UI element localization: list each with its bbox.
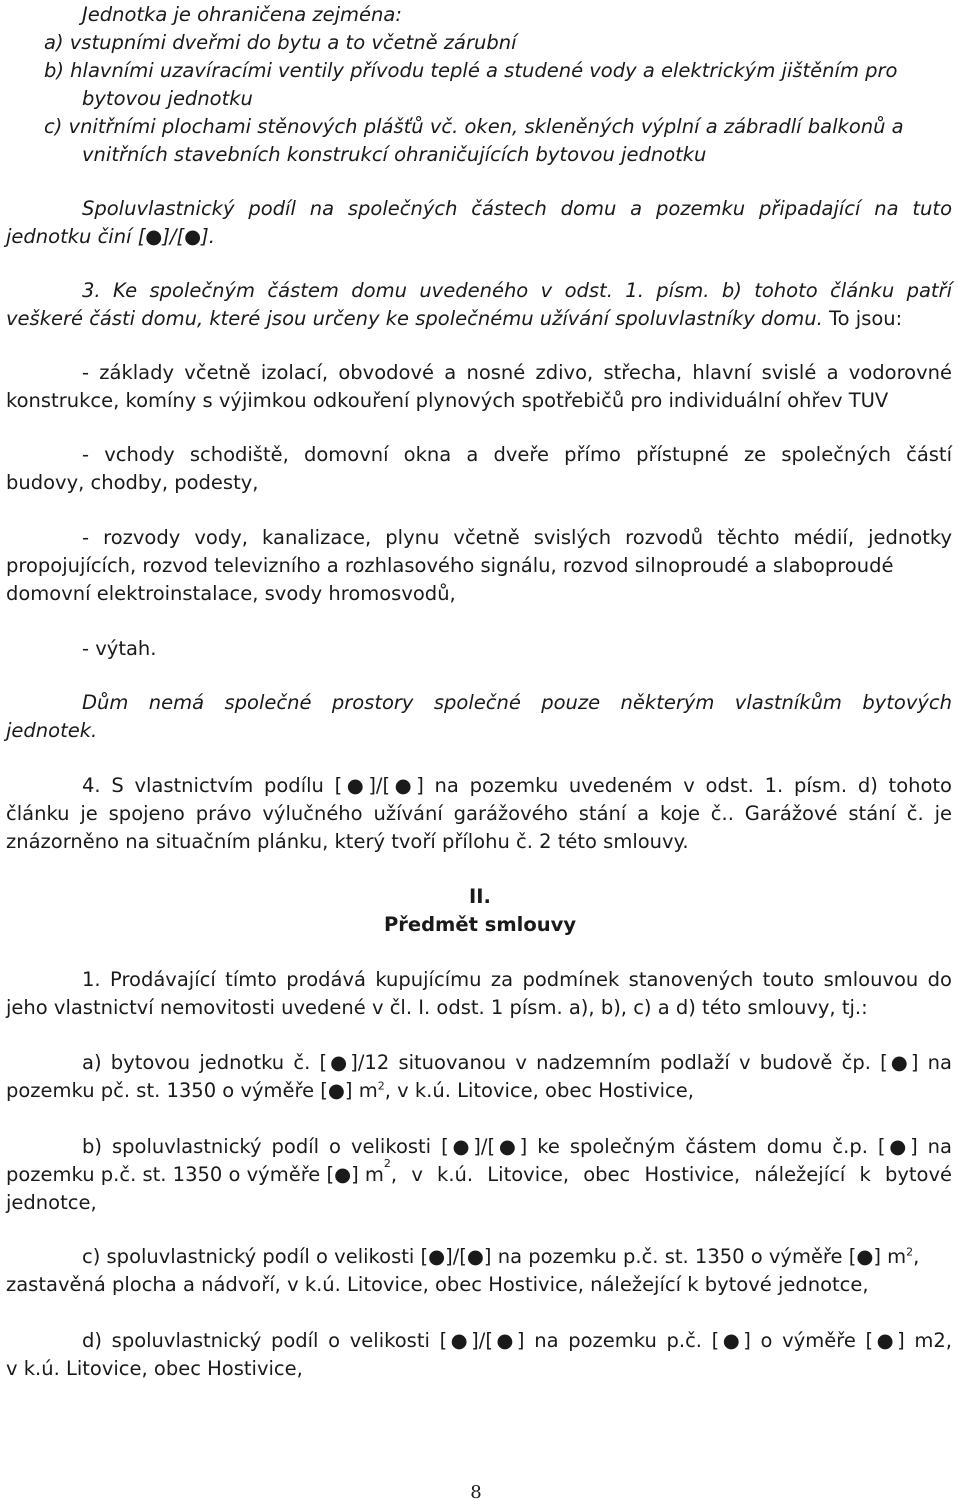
common-parts-item4: - výtah. — [82, 637, 157, 660]
share-line2: jednotku činí [●]/[●]. — [6, 225, 215, 248]
section3-line2 — [6, 306, 902, 332]
item-a-line1: a) bytovou jednotku č. [●]/12 situovanou v nadzemním podlaží v budově čp. [●] na — [82, 1051, 952, 1074]
section4-line1: 4. S vlastnictvím podílu [●]/[●] na pozemku uvedeném v odst. 1. písm. d) tohoto — [82, 774, 952, 797]
common-parts-item1-line2: konstrukce, komíny s výjimkou odkouření plynových spotřebičů pro individuální ohřev TUV — [6, 389, 889, 412]
item-b-superscript: 2 — [383, 1157, 391, 1170]
list-item-a: a) vstupními dveřmi do bytu a to včetně zárubní — [44, 31, 517, 54]
common-parts-item3-line1: - rozvody vody, kanalizace, plynu včetně svislých rozvodů těchto médií, jednotky — [82, 526, 952, 549]
article-p1-line2: jeho vlastnictví nemovitosti uvedené v čl. I. odst. 1 písm. a), b), c) a d) této smlouvy, tj.: — [6, 996, 868, 1019]
article-p1-line1: 1. Prodávající tímto prodává kupujícímu za podmínek stanovených touto smlouvou do — [82, 968, 952, 991]
article-number: II. — [469, 885, 491, 908]
article-title: Předmět smlouvy — [383, 913, 577, 936]
item-c-line2: zastavěná plocha a nádvoří, v k.ú. Litovice, obec Hostivice, náležející k bytové jednotce, — [6, 1273, 869, 1296]
list-item-c-line1: c) vnitřními plochami stěnových plášťů vč. oken, skleněných výplní a zábradlí balkonů a — [44, 115, 904, 138]
list-item-c-line2: vnitřních stavebních konstrukcí ohraničujících bytovou jednotku — [82, 143, 707, 166]
item-b-line3: jednotce, — [6, 1191, 97, 1214]
item-b-line2-text: pozemku p.č. st. 1350 o výměře [●] m — [6, 1163, 384, 1186]
list-intro: Jednotka je ohraničena zejména: — [82, 3, 402, 26]
item-d-line1: d) spoluvlastnický podíl o velikosti [●]/[●] na pozemku p.č. [●] o výměře [●] m2, — [82, 1329, 952, 1352]
section4-line2: článku je spojeno právo výlučného užívání garážového stání a koje č.. Garážové stání č. je — [6, 802, 952, 825]
section4-line3: znázorněno na situačním plánku, který tvoří přílohu č. 2 této smlouvy. — [6, 830, 689, 853]
common-parts-item1-line1: - základy včetně izolací, obvodové a nosné zdivo, střecha, hlavní svislé a vodorovné — [82, 361, 952, 384]
item-c-line1 — [82, 1244, 952, 1270]
item-c-line1-text: c) spoluvlastnický podíl o velikosti [●]/[●] na pozemku p.č. st. 1350 o výměře [●] m — [82, 1245, 907, 1268]
item-c-line1-rest: , — [913, 1245, 920, 1268]
common-parts-item3-line2: propojujících, rozvod televizního a rozhlasového signálu, rozvod silnoproudé a slaboproudé — [6, 554, 894, 577]
item-b-line2-rest: , v k.ú. Litovice, obec Hostivice, náležející k bytové — [390, 1163, 952, 1186]
item-a-line2-text: pozemku pč. st. 1350 o výměře [●] m — [6, 1079, 378, 1102]
common-parts-item2-line1: - vchody schodiště, domovní okna a dveře přímo přístupné ze společných částí — [82, 443, 952, 466]
section3-line2-italic: veškeré části domu, které jsou určeny ke společnému užívání spoluvlastníky domu. — [6, 307, 823, 330]
section3-line2-upright: To jsou: — [822, 307, 903, 330]
item-b-line1: b) spoluvlastnický podíl o velikosti [●]/[●] ke společným částem domu č.p. [●] na — [82, 1135, 952, 1158]
item-c-superscript: 2 — [906, 1245, 914, 1259]
item-a-line2 — [6, 1078, 694, 1104]
common-parts-item3-line3: domovní elektroinstalace, svody hromosvodů, — [6, 582, 456, 605]
share-line1: Spoluvlastnický podíl na společných částech domu a pozemku připadající na tuto — [82, 197, 952, 220]
page-number: 8 — [470, 1482, 482, 1503]
note-line1: Dům nemá společné prostory společné pouze některým vlastníkům bytových — [82, 691, 952, 714]
common-parts-item2-line2: budovy, chodby, podesty, — [6, 471, 259, 494]
item-a-line2-rest: , v k.ú. Litovice, obec Hostivice, — [384, 1079, 694, 1102]
item-b-line2 — [6, 1157, 952, 1188]
item-a-superscript: 2 — [377, 1079, 385, 1093]
item-d-line2: v k.ú. Litovice, obec Hostivice, — [6, 1357, 303, 1380]
list-item-b-line1: b) hlavními uzavíracími ventily přívodu teplé a studené vody a elektrickým jištěním pro — [44, 59, 898, 82]
list-item-b-line2: bytovou jednotku — [82, 87, 253, 110]
section3-line1: 3. Ke společným částem domu uvedeného v odst. 1. písm. b) tohoto článku patří — [82, 279, 952, 302]
note-line2: jednotek. — [6, 719, 98, 742]
